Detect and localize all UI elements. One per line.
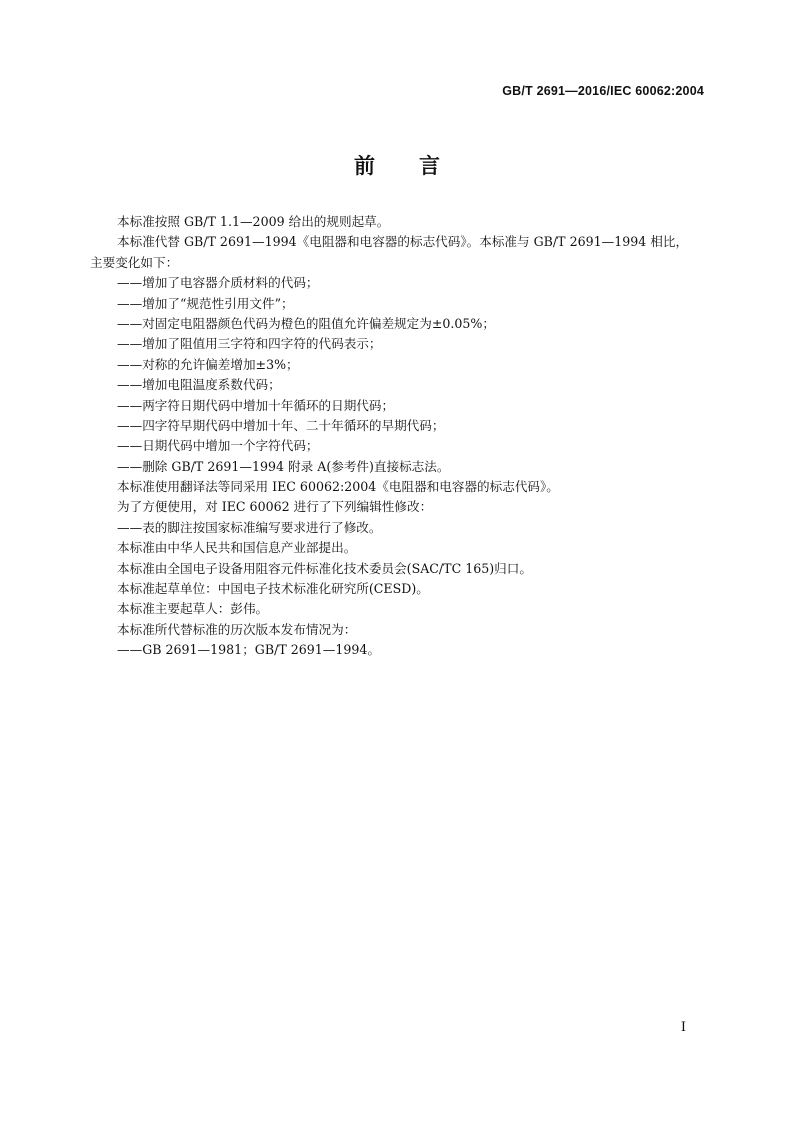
page-title — [0, 150, 794, 180]
text-line: ——对称的允许偏差增加±3%； — [117, 356, 299, 372]
text-line: ——增加电阻温度系数代码； — [117, 377, 281, 393]
text-line: ——删除 GB/T 2691—1994 附录 A(参考件)直接标志法。 — [117, 458, 450, 474]
standard-code: GB/T 2691—2016/IEC 60062:2004 — [502, 84, 704, 98]
text-line: 本标准由中华人民共和国信息产业部提出。 — [117, 540, 357, 556]
text-line: ——增加了“规范性引用文件”； — [117, 295, 294, 311]
document-body — [90, 212, 704, 661]
text-line: ——日期代码中增加一个字符代码； — [117, 438, 319, 454]
text-line: ——增加了电容器介质材料的代码； — [117, 275, 319, 291]
text-line: 本标准由全国电子设备用阻容元件标准化技术委员会(SAC/TC 165)归口。 — [117, 560, 532, 576]
text-line: 本标准使用翻译法等同采用 IEC 60062:2004《电阻器和电容器的标志代码》。 — [117, 479, 559, 495]
text-line: 本标准所代替标准的历次版本发布情况为： — [117, 621, 357, 637]
text-line: ——增加了阻值用三字符和四字符的代码表示； — [117, 336, 382, 352]
text-line: ——GB 2691—1981；GB/T 2691—1994。 — [117, 642, 381, 658]
text-line: ——两字符日期代码中增加十年循环的日期代码； — [117, 397, 395, 413]
text-line: 本标准按照 GB/T 1.1—2009 给出的规则起草。 — [117, 214, 390, 229]
text-line: ——对固定电阻器颜色代码为橙色的阻值允许偏差规定为±0.05%； — [117, 315, 495, 331]
title-char-2: 言 — [419, 153, 440, 178]
text-line: ——四字符早期代码中增加十年、二十年循环的早期代码； — [117, 417, 445, 433]
text-line: 本标准代替 GB/T 2691—1994《电阻器和电容器的标志代码》。本标准与 GB/T 2691—1994 相比， — [117, 234, 689, 250]
title-char-1: 前 — [354, 153, 375, 178]
text-line: 主要变化如下： — [90, 254, 179, 270]
text-line: 本标准起草单位：中国电子技术标准化研究所(CESD)。 — [117, 581, 429, 597]
text-line: ——表的脚注按国家标准编写要求进行了修改。 — [117, 519, 382, 535]
page-number: I — [680, 1020, 686, 1035]
text-line: 为了方便使用，对 IEC 60062 进行了下列编辑性修改： — [117, 499, 433, 515]
text-line: 本标准主要起草人：彭伟。 — [117, 601, 269, 617]
